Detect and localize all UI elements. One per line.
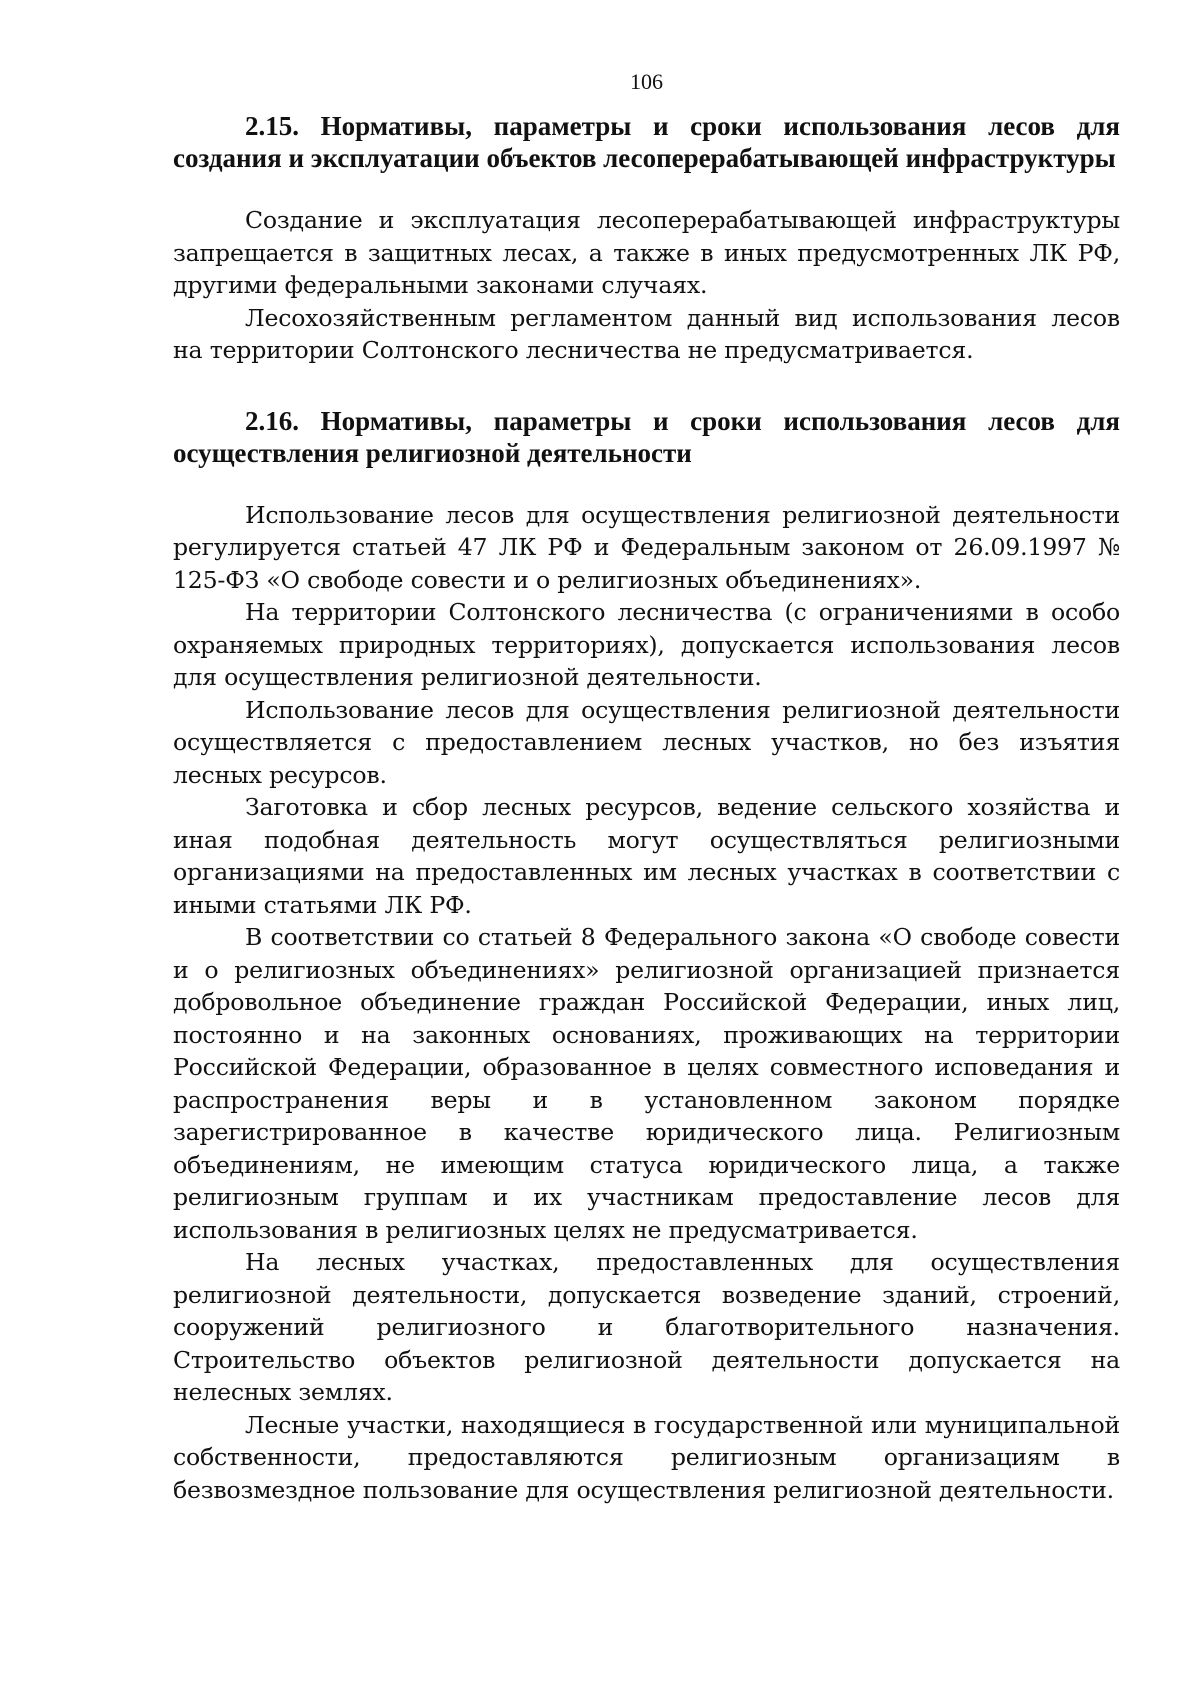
section-heading: 2.16. Нормативы, параметры и сроки использования лесов для осуществления религиозной деятельности <box>173 405 1120 468</box>
paragraph: На территории Солтонского лесничества (с ограничениями в особо охраняемых природных территориях), допускается использования лесов для осуществления религиозной деятельности. <box>173 598 1120 691</box>
section-2-15 <box>173 110 1120 367</box>
paragraph: Использование лесов для осуществления религиозной деятельности регулируется статьей 47 ЛК РФ и Федеральным законом от 26.09.1997 № 125-ФЗ «О свободе совести и о религиозных объединениях». <box>173 500 1120 594</box>
paragraph: Создание и эксплуатация лесоперерабатывающей инфраструктуры запрещается в защитных лесах, а также в иных предусмотренных ЛК РФ, другими федеральными законами случаях. <box>173 206 1120 299</box>
paragraph: Лесохозяйственным регламентом данный вид использования лесов на территории Солтонского лесничества не предусматривается. <box>173 303 1120 364</box>
paragraph: Лесные участки, находящиеся в государственной или муниципальной собственности, предоставляются религиозным организациям в безвозмездное пользование для осуществления религиозной деятельности. <box>173 1410 1120 1504</box>
section-2-16 <box>173 405 1120 1507</box>
paragraph: Заготовка и сбор лесных ресурсов, ведение сельского хозяйства и иная подобная деятельность могут осуществляться религиозными организациями на предоставленных им лесных участках в соответствии с иными статьями ЛК РФ. <box>173 793 1120 919</box>
paragraph: На лесных участках, предоставленных для осуществления религиозной деятельности, допускается возведение зданий, строений, сооружений религиозного и благотворительного назначения. Строительство объектов религиозной деятельности допускается на нелесных землях. <box>173 1248 1120 1406</box>
paragraph: Использование лесов для осуществления религиозной деятельности осуществляется с предоставлением лесных участков, но без изъятия лесных ресурсов. <box>173 695 1120 789</box>
page-number: 106 <box>630 69 663 94</box>
document-page <box>173 68 1120 1506</box>
section-heading: 2.15. Нормативы, параметры и сроки использования лесов для создания и эксплуатации объектов лесоперерабатывающей инфраструктуры <box>173 111 1120 173</box>
paragraph: В соответствии со статьей 8 Федерального закона «О свободе совести и о религиозных объединениях» религиозной организацией признается добровольное объединение граждан Российской Федерации, иных лиц, постоянно и на законных основаниях, проживающих на территории Российской Федерации, образованное в целях совместного исповедания и распространения веры и в установленном законом порядке зарегистрированное в качестве юридического лица. Религиозным объединениям, не имеющим статуса юридического лица, а также религиозным группам и их участникам предоставление лесов для использования в религиозных целях не предусматривается. <box>173 923 1120 1244</box>
